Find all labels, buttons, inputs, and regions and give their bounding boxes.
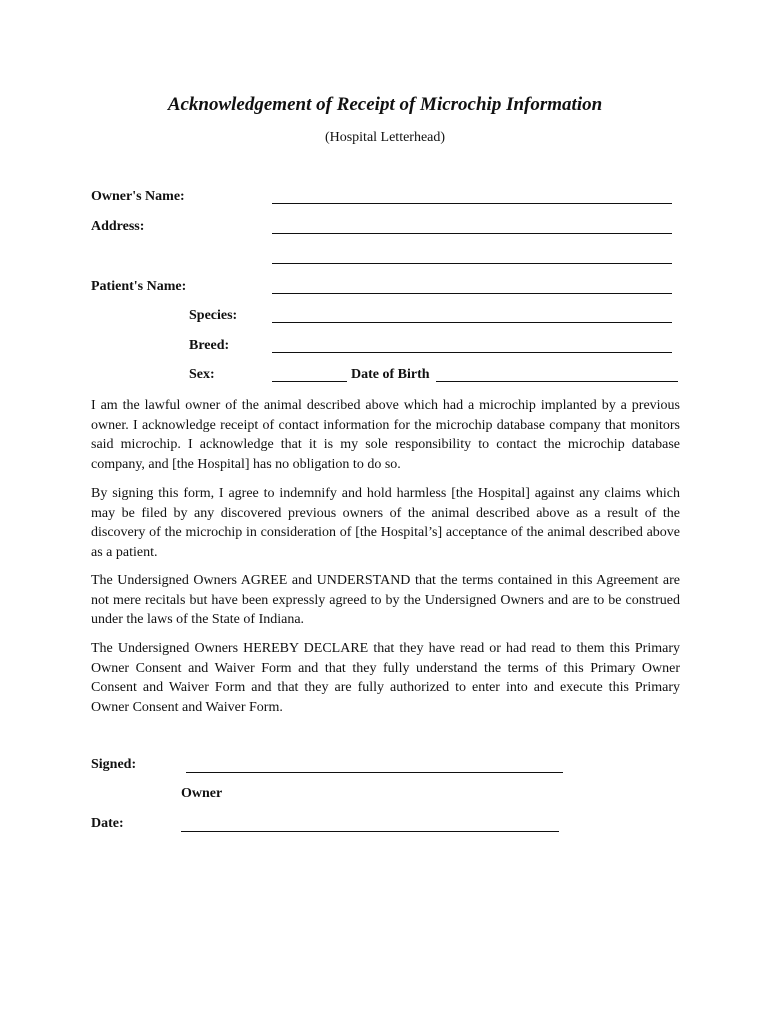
sex-label: Sex: <box>189 367 215 382</box>
species-label: Species: <box>189 308 238 323</box>
signature-date-field[interactable] <box>181 831 559 832</box>
body-paragraph-3: The Undersigned Owners AGREE and UNDERSTAND that the terms contained in this Agreement are not mere recitals but have been expressly agreed to by the Undersigned Owners and are to be construed under the laws of the State of Indiana. <box>91 573 680 627</box>
owners-name-label: Owner's Name: <box>91 189 185 204</box>
body-paragraph-1: I am the lawful owner of the animal described above which had a microchip implanted by a previous owner. I acknowledge receipt of contact information for the microchip database company that monitors said microchip. I acknowledge that it is my sole responsibility to contact the microchip database company, and [the Hospital] has no obligation to do so. <box>91 398 680 472</box>
address-field-line-2[interactable] <box>272 263 672 264</box>
patients-name-label: Patient's Name: <box>91 279 187 294</box>
patients-name-field[interactable] <box>272 293 672 294</box>
body-paragraph-2: By signing this form, I agree to indemnify and hold harmless [the Hospital] against any claims which may be filed by any discovered previous owners of the animal described above as a result of the discovery of the microchip in consideration of [the Hospital’s] acceptance of the animal described above as a patient. <box>91 486 680 560</box>
body-paragraph-4: The Undersigned Owners HEREBY DECLARE that they have read or had read to them this Primary Owner Consent and Waiver Form and that they fully understand the terms of this Primary Owner Consent and Waiver Form and that they are fully authorized to enter into and execute this Primary Owner Consent and Waiver Form. <box>91 641 680 715</box>
document-title: Acknowledgement of Receipt of Microchip Information <box>167 94 603 115</box>
signed-label: Signed: <box>91 757 137 772</box>
owner-caption: Owner <box>181 786 223 801</box>
address-label: Address: <box>91 219 145 234</box>
date-label: Date: <box>91 816 124 831</box>
breed-field[interactable] <box>272 352 672 353</box>
address-field-line-1[interactable] <box>272 233 672 234</box>
owners-name-field[interactable] <box>272 203 672 204</box>
signature-field[interactable] <box>186 772 563 773</box>
species-field[interactable] <box>272 322 672 323</box>
date-of-birth-label: Date of Birth <box>351 367 430 382</box>
breed-label: Breed: <box>189 338 230 353</box>
document-subtitle: (Hospital Letterhead) <box>324 130 446 145</box>
sex-field[interactable] <box>272 381 347 382</box>
date-of-birth-field[interactable] <box>436 381 678 382</box>
